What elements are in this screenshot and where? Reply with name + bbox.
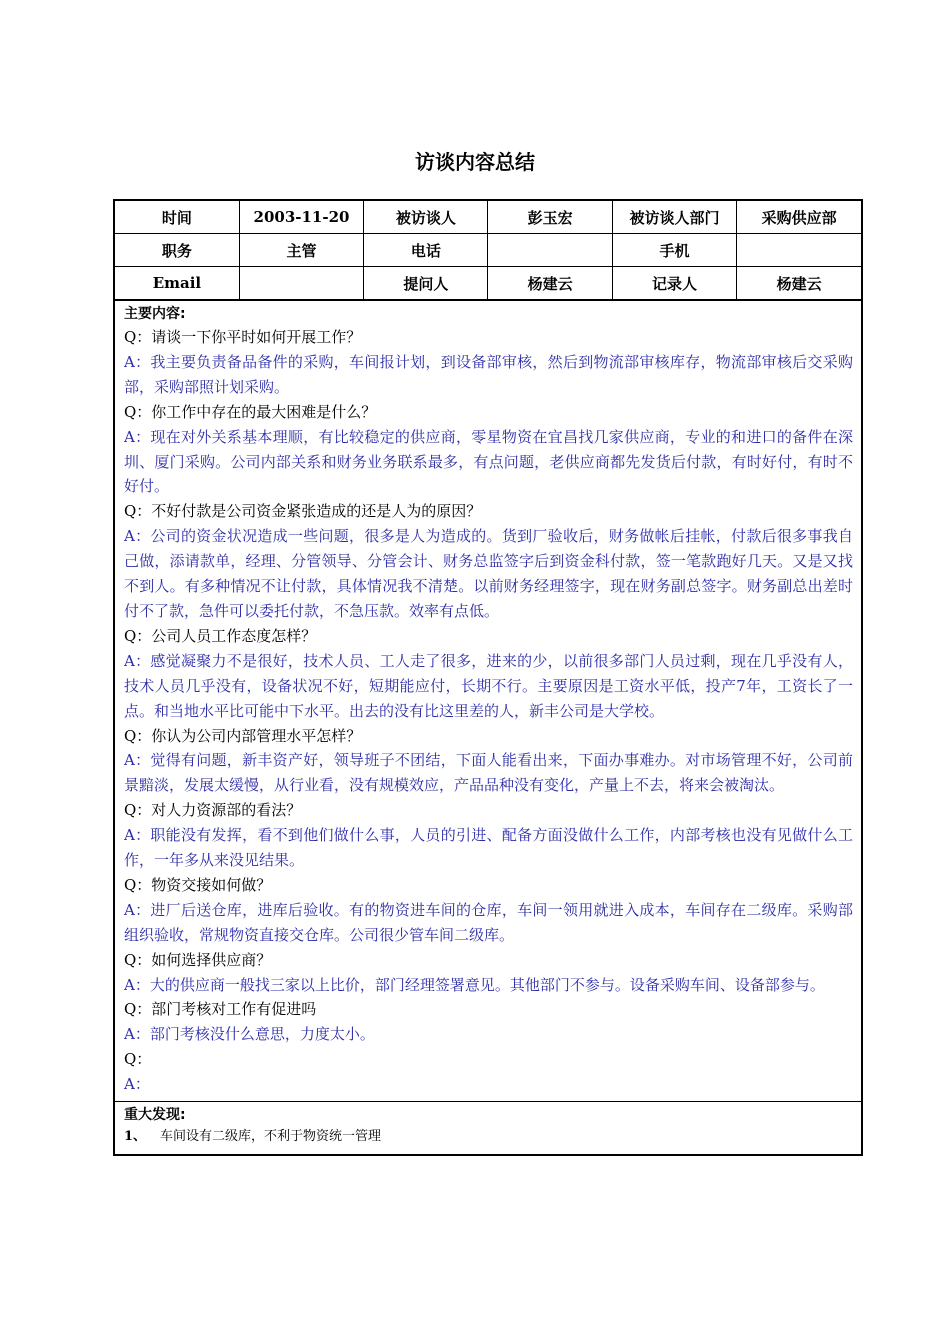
info-table <box>115 201 861 300</box>
info-row <box>115 267 861 300</box>
question: Q：你工作中存在的最大困难是什么？ <box>124 402 377 421</box>
info-label-cell: 手机 <box>612 234 736 267</box>
info-value-cell: 彭玉宏 <box>488 201 612 234</box>
question: Q：公司人员工作态度怎样？ <box>124 626 317 645</box>
page-title: 访谈内容总结 <box>415 150 535 174</box>
answer: A：部门考核没什么意思，力度太小。 <box>124 1025 375 1044</box>
info-label-cell: 被访谈人部门 <box>612 201 736 234</box>
findings-label: 重大发现: <box>124 1107 186 1124</box>
info-label-cell: 电话 <box>364 234 488 267</box>
info-value-cell <box>488 234 612 267</box>
qa-list <box>124 325 853 1097</box>
answer: A：职能没有发挥，看不到他们做什么事，人员的引进、配备方面没做什么工作，内部考核也没有见做什么工作，一年多从来没见结果。 <box>124 826 853 870</box>
info-value-cell <box>737 234 861 267</box>
interview-summary-form <box>113 199 863 1156</box>
info-label-cell: 被访谈人 <box>364 201 488 234</box>
findings-list <box>124 1126 853 1148</box>
answer: A：大的供应商一般找三家以上比价，部门经理签署意见。其他部门不参与。设备采购车间、设备部参与。 <box>124 975 825 994</box>
answer: A：现在对外关系基本理顺，有比较稳定的供应商，零星物资在宜昌找几家供应商，专业的和进口的备件在深圳、厦门采购。公司内部关系和财务业务联系最多，有点问题，老供应商都先发货后付款，有时好付，有时不好付。 <box>124 427 853 496</box>
info-value-cell: 主管 <box>239 234 363 267</box>
finding-number: 1、 <box>124 1129 147 1145</box>
question: Q： <box>124 1050 152 1069</box>
info-value-cell: 杨建云 <box>488 267 612 300</box>
info-row <box>115 201 861 234</box>
main-content-label: 主要内容: <box>124 306 186 322</box>
question: Q：请谈一下你平时如何开展工作？ <box>124 328 362 346</box>
info-value-cell <box>239 267 363 300</box>
question: Q：对人力资源部的看法？ <box>124 801 302 820</box>
info-value-cell: 2003-11-20 <box>239 201 363 234</box>
answer: A：觉得有问题，新丰资产好，领导班子不团结，下面人能看出来，下面办事难办。对市场管理不好，公司前景黯淡，发展太缓慢，从行业看，没有规模效应，产品品种没有变化，产量上不去，将来会被淘汰。 <box>124 751 853 795</box>
question: Q：你认为公司内部管理水平怎样？ <box>124 726 362 745</box>
finding-item <box>124 1126 853 1148</box>
info-label-cell: 时间 <box>115 201 239 234</box>
info-label-cell: 记录人 <box>612 267 736 300</box>
info-value-cell: 采购供应部 <box>737 201 861 234</box>
answer: A： <box>124 1075 150 1094</box>
info-label-cell: 职务 <box>115 234 239 267</box>
info-row <box>115 234 861 267</box>
info-value-cell: 杨建云 <box>737 267 861 300</box>
answer: A：感觉凝聚力不是很好，技术人员、工人走了很多，进来的少，以前很多部门人员过剩，现在几乎没有人，技术人员几乎没有，设备状况不好，短期能应付，长期不行。主要原因是工资水平低，投产7年，工资长了一点。和当地水平比可能中下水平。出去的没有比这里差的人，新丰公司是大学校。 <box>124 651 853 720</box>
question: Q：不好付款是公司资金紧张造成的还是人为的原因？ <box>124 502 482 521</box>
main-content-section <box>115 300 861 1101</box>
finding-text: 车间设有二级库，不利于物资统一管理 <box>160 1129 382 1145</box>
question: Q：物资交接如何做？ <box>124 875 272 894</box>
info-label-cell: Email <box>115 267 239 300</box>
answer: A：我主要负责备品备件的采购，车间报计划，到设备部审核，然后到物流部审核库存，物流部审核后交采购部，采购部照计划采购。 <box>124 352 853 396</box>
question: Q：部门考核对工作有促进吗 <box>124 1000 317 1019</box>
question: Q：如何选择供应商？ <box>124 950 272 969</box>
answer: A：进厂后送仓库，进库后验收。有的物资进车间的仓库，车间一领用就进入成本，车间存在二级库。采购部组织验收，常规物资直接交仓库。公司很少管车间二级库。 <box>124 900 853 944</box>
info-label-cell: 提问人 <box>364 267 488 300</box>
answer: A：公司的资金状况造成一些问题，很多是人为造成的。货到厂验收后，财务做帐后挂帐，付款后很多事我自己做，添请款单，经理、分管领导、分管会计、财务总监签字后到资金科付款，签一笔款跑好几天。又是又找不到人。有多种情况不让付款，具体情况我不清楚。以前财务经理签字，现在财务副总签字。财务副总出差时付不了款，急件可以委托付款，不急压款。效率有点低。 <box>124 527 853 620</box>
findings-section <box>115 1101 861 1154</box>
